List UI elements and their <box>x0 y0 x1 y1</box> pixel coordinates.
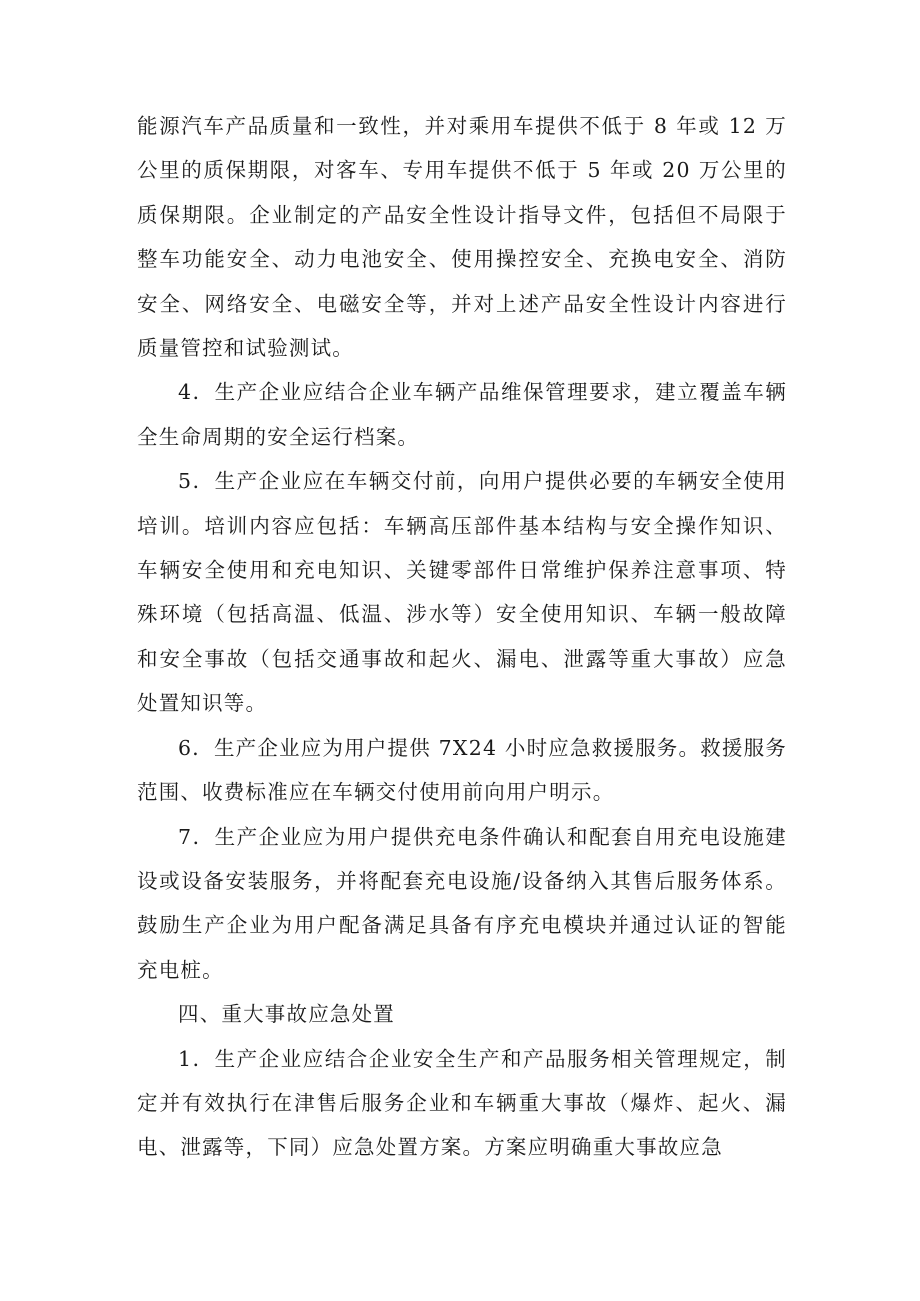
paragraph-section-4-item-1: 1．生产企业应结合企业安全生产和产品服务相关管理规定，制定并有效执行在津售后服务企业和车辆重大事故（爆炸、起火、漏电、泄露等，下同）应急处置方案。方案应明确重大事故应急 <box>137 1046 787 1160</box>
document-body <box>137 104 787 1170</box>
paragraph-continuation: 能源汽车产品质量和一致性，并对乘用车提供不低于 8 年或 12 万公里的质保期限，对客车、专用车提供不低于 5 年或 20 万公里的质保期限。企业制定的产品安全性设计指导文件，包括但不局限于整车功能安全、动力电池安全、使用操控安全、充换电安全、消防安全、网络安全、电磁安全等，并对上述产品安全性设计内容进行质量管控和试验测试。 <box>137 114 787 361</box>
paragraph-item-7: 7．生产企业应为用户提供充电条件确认和配套自用充电设施建设或设备安装服务，并将配套充电设施/设备纳入其售后服务体系。鼓励生产企业为用户配备满足具备有序充电模块并通过认证的智能充电桩。 <box>137 824 787 982</box>
paragraph-item-4: 4．生产企业应结合企业车辆产品维保管理要求，建立覆盖车辆全生命周期的安全运行档案。 <box>137 380 787 449</box>
section-heading-4: 四、重大事故应急处置 <box>178 1002 395 1027</box>
paragraph-item-6: 6．生产企业应为用户提供 7X24 小时应急救援服务。救援服务范围、收费标准应在车辆交付使用前向用户明示。 <box>137 735 787 805</box>
paragraph-item-5: 5．生产企业应在车辆交付前，向用户提供必要的车辆安全使用培训。培训内容应包括：车辆高压部件基本结构与安全操作知识、车辆安全使用和充电知识、关键零部件日常维护保养注意事项、特殊环境（包括高温、低温、涉水等）安全使用知识、车辆一般故障和安全事故（包括交通事故和起火、漏电、泄露等重大事故）应急处置知识等。 <box>137 469 787 716</box>
